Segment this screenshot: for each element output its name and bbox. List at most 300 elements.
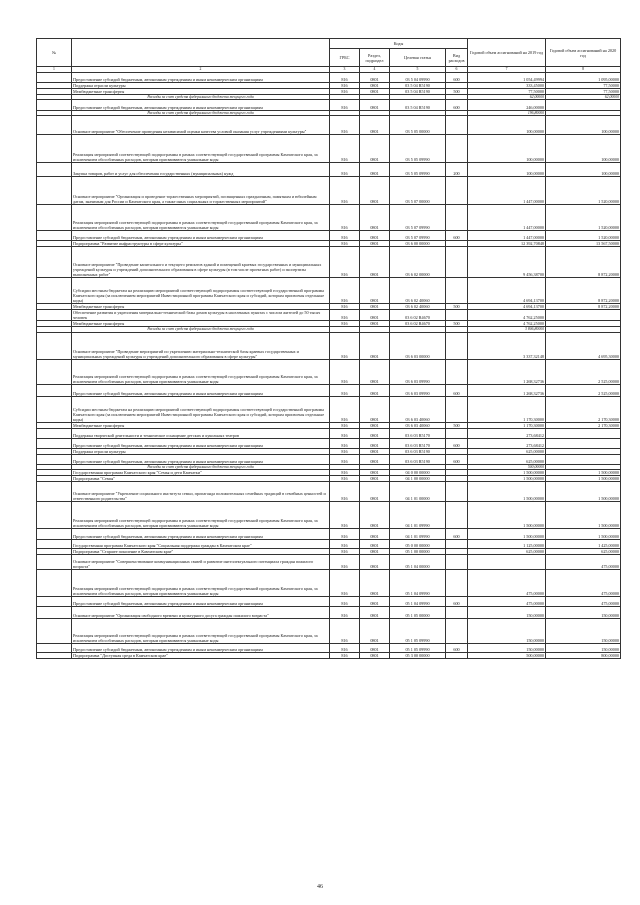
value-2019-cell: 1 500,00000 bbox=[468, 528, 546, 539]
table-row bbox=[37, 247, 621, 278]
grbs-cell: 816 bbox=[330, 83, 360, 89]
table-body bbox=[37, 73, 621, 659]
section-cell: 0801 bbox=[360, 475, 390, 481]
value-2020-cell: 4 695,30000 bbox=[546, 332, 621, 359]
section-cell: 0801 bbox=[360, 332, 390, 359]
table-row bbox=[37, 384, 621, 396]
row-number-cell bbox=[37, 177, 72, 205]
section-cell: 0801 bbox=[360, 438, 390, 448]
row-name-cell: Предоставление субсидий бюджетным, автономным учреждениям и иным некоммерческим организациям bbox=[72, 100, 330, 111]
table-row bbox=[37, 481, 621, 501]
target-article-cell: 05 1 05 09990 bbox=[390, 618, 446, 643]
value-2020-cell bbox=[546, 428, 621, 438]
expense-type-cell bbox=[446, 332, 468, 359]
section-cell: 0801 bbox=[360, 454, 390, 464]
expense-type-cell bbox=[446, 569, 468, 596]
row-name-cell: Основное мероприятие "Укрепление социального института семьи, пропаганда положительных семейных традиций в семейных ценностей и ответственного родительства" bbox=[72, 481, 330, 501]
target-article-cell: 03 6 00 00000 bbox=[390, 241, 446, 247]
section-cell: 0801 bbox=[360, 596, 390, 606]
section-cell: 0801 bbox=[360, 231, 390, 241]
value-2019-cell: 4 762,25000 bbox=[468, 310, 546, 321]
grbs-cell: 816 bbox=[330, 384, 360, 396]
column-number: 3 bbox=[330, 67, 360, 73]
expense-type-cell: 500 bbox=[446, 422, 468, 428]
row-name-cell: Субсидии местным бюджетам на реализацию мероприятий соответствующей подпрограммы соответствующей государственной программы Камчатского края (за исключением мероприятий Инвестиционной программы Камчатского края и субсидий, которым присвоены отдельные коды) bbox=[72, 278, 330, 304]
row-name-cell: Предоставление субсидий бюджетным, автономным учреждениям и иным некоммерческим организациям bbox=[72, 438, 330, 448]
expense-type-cell: 600 bbox=[446, 528, 468, 539]
row-number-cell bbox=[37, 438, 72, 448]
table-row bbox=[37, 554, 621, 569]
expense-type-column-header: Вид расходов bbox=[446, 49, 468, 67]
grbs-cell: 816 bbox=[330, 606, 360, 618]
row-name-cell: Подпрограмма "Семья" bbox=[72, 475, 330, 481]
value-2020-cell: 8 872,20000 bbox=[546, 247, 621, 278]
row-number-cell bbox=[37, 73, 72, 83]
grbs-cell: 816 bbox=[330, 177, 360, 205]
row-name-cell: Поддержка творческой деятельности и техническое оснащение детских и кукольных театров bbox=[72, 428, 330, 438]
row-name-cell: Основное мероприятие "Обеспечение проведения независимой оценки качества условий оказания услуг учреждениями культуры" bbox=[72, 116, 330, 135]
row-name-cell: Межбюджетные трансферты bbox=[72, 304, 330, 310]
section-cell: 0801 bbox=[360, 652, 390, 658]
grbs-cell: 816 bbox=[330, 475, 360, 481]
value-2020-cell: 13 567,50000 bbox=[546, 241, 621, 247]
value-2020-cell bbox=[546, 454, 621, 464]
table-row bbox=[37, 428, 621, 438]
target-article-cell: 03 5 04 09990 bbox=[390, 73, 446, 83]
section-cell: 0801 bbox=[360, 359, 390, 384]
target-article-cell: 05 1 05 00000 bbox=[390, 606, 446, 618]
value-2019-cell: 475,00000 bbox=[468, 596, 546, 606]
expense-type-cell bbox=[446, 278, 468, 304]
grbs-cell: 816 bbox=[330, 652, 360, 658]
section-cell: 0801 bbox=[360, 481, 390, 501]
value-2019-cell: 1 125,00000 bbox=[468, 539, 546, 548]
target-article-cell: 03 6 03 R5170 bbox=[390, 438, 446, 448]
budget-table-sheet bbox=[36, 38, 620, 659]
value-2019-cell: 77,50000 bbox=[468, 89, 546, 95]
value-2019-cell bbox=[468, 554, 546, 569]
row-name-cell: Реализация мероприятий соответствующей подпрограммы в рамках соответствующей государственной программы Камчатского края, за исключением обособленных расходов, которым присваиваются уникальные коды bbox=[72, 359, 330, 384]
grbs-cell: 816 bbox=[330, 422, 360, 428]
expense-type-cell bbox=[446, 618, 468, 643]
expense-type-cell: 500 bbox=[446, 89, 468, 95]
section-cell: 0801 bbox=[360, 247, 390, 278]
table-row bbox=[37, 163, 621, 177]
section-cell: 0801 bbox=[360, 396, 390, 422]
row-name-cell: Предоставление субсидий бюджетным, автономным учреждениям и иным некоммерческим организациям bbox=[72, 454, 330, 464]
section-cell: 0801 bbox=[360, 528, 390, 539]
row-number-cell bbox=[37, 539, 72, 548]
section-cell: 0801 bbox=[360, 569, 390, 596]
table-row bbox=[37, 438, 621, 448]
table-row bbox=[37, 396, 621, 422]
target-article-cell: 03 6 02 40060 bbox=[390, 278, 446, 304]
value-2020-cell: 2 525,00000 bbox=[546, 359, 621, 384]
value-2019-cell: 1 054,49994 bbox=[468, 73, 546, 83]
value-2019-cell: 1 447,00000 bbox=[468, 231, 546, 241]
grbs-cell: 816 bbox=[330, 396, 360, 422]
value-2019-cell: 3 337,32148 bbox=[468, 332, 546, 359]
section-cell: 0801 bbox=[360, 422, 390, 428]
value-2019-cell: 1 447,00000 bbox=[468, 177, 546, 205]
row-name-cell: Расходы за счет средств федерального бюджета текущего года bbox=[72, 327, 330, 332]
value-2019-cell: 1 268,32736 bbox=[468, 359, 546, 384]
column-number: 1 bbox=[37, 67, 72, 73]
row-number-cell bbox=[37, 135, 72, 163]
row-name-cell: Поддержка отрасли культуры bbox=[72, 83, 330, 89]
target-article-column-header: Целевая статья bbox=[390, 49, 446, 67]
value-2020-cell: 150,00000 bbox=[546, 643, 621, 652]
value-2020-cell: 1 425,00000 bbox=[546, 539, 621, 548]
section-cell: 0801 bbox=[360, 135, 390, 163]
section-cell: 0801 bbox=[360, 310, 390, 321]
target-article-cell: 03 6 03 00000 bbox=[390, 332, 446, 359]
row-name-cell: Предоставление субсидий бюджетным, автономным учреждениям и иным некоммерческим организациям bbox=[72, 596, 330, 606]
section-cell: 0801 bbox=[360, 116, 390, 135]
column-number: 2 bbox=[72, 67, 330, 73]
codes-group-header: Коды bbox=[330, 39, 468, 49]
section-cell: 0801 bbox=[360, 73, 390, 83]
value-2019-cell: 500,00000 bbox=[468, 652, 546, 658]
row-name-cell: Предоставление субсидий бюджетным, автономным учреждениям и иным некоммерческим организациям bbox=[72, 231, 330, 241]
grbs-cell: 816 bbox=[330, 73, 360, 83]
value-2020-cell: 100,00000 bbox=[546, 163, 621, 177]
row-number-cell bbox=[37, 606, 72, 618]
row-name-cell: Основное мероприятие "Организация и проведение торжественных мероприятий, посвященных праздничным, памятным и юбилейным датам, значимым для России и Камчатского края, а также иных социальных и торжественных мероприятий" bbox=[72, 177, 330, 205]
grbs-cell: 816 bbox=[330, 241, 360, 247]
row-name-cell: Расходы за счет средств федерального бюджета текущего года bbox=[72, 111, 330, 116]
grbs-cell: 816 bbox=[330, 278, 360, 304]
number-column-header: № bbox=[37, 39, 72, 67]
value-2019-cell: 100,00000 bbox=[468, 116, 546, 135]
expense-type-cell bbox=[446, 481, 468, 501]
expense-type-cell: 500 bbox=[446, 321, 468, 327]
table-row bbox=[37, 177, 621, 205]
value-2020-cell: 1 500,00000 bbox=[546, 475, 621, 481]
row-name-cell: Предоставление субсидий бюджетным, автономным учреждениям и иным некоммерческим организациям bbox=[72, 73, 330, 83]
value-2020-cell: 1 500,00000 bbox=[546, 469, 621, 475]
grbs-cell: 816 bbox=[330, 231, 360, 241]
value-2019-cell: 1 500,00000 bbox=[468, 481, 546, 501]
grbs-cell: 816 bbox=[330, 643, 360, 652]
target-article-cell: 03 6 03 R5190 bbox=[390, 448, 446, 454]
value-2020-cell: 475,00000 bbox=[546, 596, 621, 606]
value-2020-cell: 62,00000 bbox=[546, 95, 621, 100]
row-name-cell: Основное мероприятие "Проведение мероприятий по укреплению материально-технической базы краевых государственных и муниципальных учреждений культуры и учреждений дополнительного образования в сфере культуры" bbox=[72, 332, 330, 359]
value-2019-cell: 9 456,38700 bbox=[468, 247, 546, 278]
grbs-cell: 816 bbox=[330, 618, 360, 643]
target-article-cell: 04 1 01 00000 bbox=[390, 481, 446, 501]
table-row bbox=[37, 652, 621, 658]
grbs-cell: 816 bbox=[330, 539, 360, 548]
section-cell: 0801 bbox=[360, 501, 390, 528]
value-2019-cell: 62,00000 bbox=[468, 95, 546, 100]
row-name-cell: Предоставление субсидий бюджетным, автономным учреждениям и иным некоммерческим организациям bbox=[72, 643, 330, 652]
year-2019-column-header: Годовой объем ассигнований на 2019 год bbox=[468, 39, 546, 67]
grbs-cell: 816 bbox=[330, 428, 360, 438]
expense-type-cell bbox=[446, 501, 468, 528]
value-2020-cell: 8 872,20000 bbox=[546, 304, 621, 310]
table-row bbox=[37, 135, 621, 163]
grbs-cell: 816 bbox=[330, 569, 360, 596]
table-row bbox=[37, 618, 621, 643]
row-name-cell: Основное мероприятие "Совершенствование коммуникационных связей и развитие интеллектуального потенциала граждан пожилого возраста" bbox=[72, 554, 330, 569]
column-number: 8 bbox=[546, 67, 621, 73]
grbs-cell: 816 bbox=[330, 481, 360, 501]
grbs-cell: 816 bbox=[330, 116, 360, 135]
section-cell: 0801 bbox=[360, 177, 390, 205]
section-cell: 0801 bbox=[360, 643, 390, 652]
table-row bbox=[37, 205, 621, 231]
target-article-cell: 05 1 04 09990 bbox=[390, 596, 446, 606]
expense-type-cell bbox=[446, 652, 468, 658]
grbs-cell: 816 bbox=[330, 163, 360, 177]
target-article-cell: 03 5 05 09990 bbox=[390, 163, 446, 177]
value-2020-cell: 2 170,30000 bbox=[546, 422, 621, 428]
grbs-cell: 816 bbox=[330, 135, 360, 163]
value-2019-cell: 1 500,00000 bbox=[468, 501, 546, 528]
grbs-cell: 816 bbox=[330, 554, 360, 569]
row-number-cell bbox=[37, 384, 72, 396]
row-name-cell: Межбюджетные трансферты bbox=[72, 422, 330, 428]
section-cell: 0801 bbox=[360, 618, 390, 643]
table-row bbox=[37, 606, 621, 618]
value-2019-cell: 3 806,80000 bbox=[468, 327, 546, 332]
value-2020-cell: 8 872,20000 bbox=[546, 278, 621, 304]
value-2020-cell: 625,00000 bbox=[546, 548, 621, 554]
row-name-cell: Реализация мероприятий соответствующей подпрограммы в рамках соответствующей государственной программы Камчатского края, за исключением обособленных расходов, которым присваиваются уникальные коды bbox=[72, 135, 330, 163]
row-name-cell: Реализация мероприятий соответствующей подпрограммы в рамках соответствующей государственной программы Камчатского края, за исключением обособленных расходов, которым присваиваются уникальные коды bbox=[72, 501, 330, 528]
row-number-cell bbox=[37, 454, 72, 464]
row-name-cell: Подпрограмма "Старшее поколение в Камчатском крае" bbox=[72, 548, 330, 554]
expense-type-cell bbox=[446, 177, 468, 205]
value-2019-cell: 625,00000 bbox=[468, 454, 546, 464]
table-row bbox=[37, 569, 621, 596]
value-2019-cell: 1 170,30000 bbox=[468, 422, 546, 428]
value-2020-cell: 150,00000 bbox=[546, 618, 621, 643]
section-cell: 0801 bbox=[360, 606, 390, 618]
value-2020-cell bbox=[546, 438, 621, 448]
row-number-cell bbox=[37, 332, 72, 359]
value-2019-cell: 500,00000 bbox=[468, 464, 546, 469]
grbs-cell: 816 bbox=[330, 438, 360, 448]
table-row bbox=[37, 539, 621, 548]
grbs-cell: 816 bbox=[330, 528, 360, 539]
target-article-cell: 03 5 07 00000 bbox=[390, 177, 446, 205]
expense-type-cell bbox=[446, 247, 468, 278]
value-2020-cell: 150,00000 bbox=[546, 606, 621, 618]
value-2019-cell: 4 762,25000 bbox=[468, 321, 546, 327]
row-number-cell bbox=[37, 501, 72, 528]
table-row bbox=[37, 643, 621, 652]
target-article-cell: 03 5 07 09990 bbox=[390, 205, 446, 231]
section-column-header: Раздел, подраздел bbox=[360, 49, 390, 67]
table-row bbox=[37, 73, 621, 83]
section-cell: 0801 bbox=[360, 163, 390, 177]
row-number-cell bbox=[37, 569, 72, 596]
section-cell: 0801 bbox=[360, 321, 390, 327]
row-number-cell bbox=[37, 428, 72, 438]
expense-type-cell bbox=[446, 539, 468, 548]
value-2020-cell: 1 520,00000 bbox=[546, 231, 621, 241]
target-article-cell: 03 5 07 09990 bbox=[390, 231, 446, 241]
section-cell: 0801 bbox=[360, 304, 390, 310]
table-row bbox=[37, 278, 621, 304]
value-2020-cell: 475,00000 bbox=[546, 554, 621, 569]
grbs-cell: 816 bbox=[330, 247, 360, 278]
row-name-cell: Расходы за счет средств федерального бюджета текущего года bbox=[72, 95, 330, 100]
expense-type-cell bbox=[446, 205, 468, 231]
grbs-cell: 816 bbox=[330, 596, 360, 606]
value-2019-cell: 4 694,13700 bbox=[468, 304, 546, 310]
target-article-cell: 03 6 03 40060 bbox=[390, 422, 446, 428]
row-name-cell: Предоставление субсидий бюджетным, автономным учреждениям и иным некоммерческим организациям bbox=[72, 384, 330, 396]
grbs-cell: 816 bbox=[330, 304, 360, 310]
value-2020-cell: 1 500,00000 bbox=[546, 528, 621, 539]
value-2020-cell bbox=[546, 100, 621, 111]
row-name-cell: Основное мероприятие "Организация свободного времени и культурного досуга граждан пожилого возраста" bbox=[72, 606, 330, 618]
page-number: 46 bbox=[317, 884, 323, 890]
grbs-cell: 816 bbox=[330, 501, 360, 528]
row-name-cell: Подпрограмма "Доступная среда в Камчатском крае" bbox=[72, 652, 330, 658]
section-cell: 0801 bbox=[360, 548, 390, 554]
row-name-cell: Государственная программа Камчатского края "Семья и дети Камчатки" bbox=[72, 469, 330, 475]
target-article-cell: 03 6 03 09990 bbox=[390, 384, 446, 396]
year-2020-column-header: Годовой объем ассигнований на 2020 год bbox=[546, 39, 621, 67]
target-article-cell: 03 6 03 40060 bbox=[390, 396, 446, 422]
row-number-cell bbox=[37, 652, 72, 658]
grbs-cell: 816 bbox=[330, 89, 360, 95]
section-cell: 0801 bbox=[360, 448, 390, 454]
grbs-cell: 816 bbox=[330, 469, 360, 475]
row-number-cell bbox=[37, 205, 72, 231]
table-row bbox=[37, 501, 621, 528]
table-row bbox=[37, 454, 621, 464]
expense-type-cell: 600 bbox=[446, 438, 468, 448]
value-2019-cell: 1 447,00000 bbox=[468, 205, 546, 231]
row-name-cell: Основное мероприятие "Проведение капитального и текущего ремонтов зданий и помещений краевых государственных и муниципальных учреждений культуры и учреждений дополнительного образования в сфере культуры (в том числе проектных работ) и экспертизы выполненных работ" bbox=[72, 247, 330, 278]
section-cell: 0801 bbox=[360, 205, 390, 231]
row-number-cell bbox=[37, 310, 72, 321]
target-article-cell: 05 1 00 00000 bbox=[390, 548, 446, 554]
column-number: 6 bbox=[446, 67, 468, 73]
grbs-cell: 816 bbox=[330, 359, 360, 384]
value-2020-cell: 800,00000 bbox=[546, 652, 621, 658]
expense-type-cell: 600 bbox=[446, 454, 468, 464]
target-article-cell: 03 6 02 R4670 bbox=[390, 321, 446, 327]
table-row bbox=[37, 596, 621, 606]
value-2019-cell: 150,00000 bbox=[468, 606, 546, 618]
table-row bbox=[37, 310, 621, 321]
grbs-cell: 816 bbox=[330, 205, 360, 231]
value-2019-cell: 1 500,00000 bbox=[468, 469, 546, 475]
value-2020-cell: 2 170,30000 bbox=[546, 396, 621, 422]
row-name-cell: Подпрограмма "Развитие инфраструктуры в сфере культуры" bbox=[72, 241, 330, 247]
grbs-column-header: ГРБС bbox=[330, 49, 360, 67]
value-2020-cell: 1 520,00000 bbox=[546, 177, 621, 205]
value-2019-cell: 4 694,13700 bbox=[468, 278, 546, 304]
expense-type-cell: 600 bbox=[446, 100, 468, 111]
value-2019-cell: 1 500,00000 bbox=[468, 475, 546, 481]
expense-type-cell: 600 bbox=[446, 73, 468, 83]
value-2019-cell: 333,45000 bbox=[468, 83, 546, 89]
value-2020-cell: 1 500,00000 bbox=[546, 481, 621, 501]
target-article-cell: 03 6 03 R5170 bbox=[390, 428, 446, 438]
section-cell: 0801 bbox=[360, 100, 390, 111]
value-2019-cell: 246,00000 bbox=[468, 100, 546, 111]
table-row bbox=[37, 116, 621, 135]
value-2020-cell: 475,00000 bbox=[546, 569, 621, 596]
expense-type-cell: 600 bbox=[446, 231, 468, 241]
target-article-cell: 03 6 03 09990 bbox=[390, 359, 446, 384]
target-article-cell: 03 6 02 00000 bbox=[390, 247, 446, 278]
grbs-cell: 816 bbox=[330, 332, 360, 359]
target-article-cell: 03 6 02 40060 bbox=[390, 304, 446, 310]
value-2020-cell: 1 500,00000 bbox=[546, 501, 621, 528]
section-cell: 0801 bbox=[360, 83, 390, 89]
section-cell: 0801 bbox=[360, 241, 390, 247]
grbs-cell: 816 bbox=[330, 454, 360, 464]
expense-type-cell: 200 bbox=[446, 163, 468, 177]
row-name-cell: Реализация мероприятий соответствующей подпрограммы в рамках соответствующей государственной программы Камчатского края, за исключением обособленных расходов, которым присваиваются уникальные коды bbox=[72, 618, 330, 643]
value-2019-cell: 625,00000 bbox=[468, 448, 546, 454]
section-cell: 0801 bbox=[360, 428, 390, 438]
row-number-cell bbox=[37, 100, 72, 111]
value-2019-cell: 100,00000 bbox=[468, 135, 546, 163]
expense-type-cell: 600 bbox=[446, 596, 468, 606]
table-row bbox=[37, 231, 621, 241]
value-2019-cell: 625,00000 bbox=[468, 548, 546, 554]
row-name-cell: Поддержка отрасли культуры bbox=[72, 448, 330, 454]
section-cell: 0801 bbox=[360, 539, 390, 548]
expense-type-cell bbox=[446, 310, 468, 321]
target-article-cell: 03 5 04 R5190 bbox=[390, 89, 446, 95]
target-article-cell: 04 0 00 00000 bbox=[390, 469, 446, 475]
value-2019-cell: 273,68412 bbox=[468, 438, 546, 448]
row-number-cell bbox=[37, 618, 72, 643]
section-cell: 0801 bbox=[360, 89, 390, 95]
value-2020-cell bbox=[546, 310, 621, 321]
target-article-cell: 03 5 04 R5190 bbox=[390, 83, 446, 89]
table-row bbox=[37, 359, 621, 384]
row-number-cell bbox=[37, 554, 72, 569]
value-2019-cell: 100,00000 bbox=[468, 163, 546, 177]
row-name-cell: Реализация мероприятий соответствующей подпрограммы в рамках соответствующей государственной программы Камчатского края, за исключением обособленных расходов, которым присваиваются уникальные коды bbox=[72, 205, 330, 231]
value-2020-cell: 1 520,00000 bbox=[546, 205, 621, 231]
row-name-cell: Закупка товаров, работ и услуг для обеспечения государственных (муниципальных) нужд bbox=[72, 163, 330, 177]
row-number-cell bbox=[37, 278, 72, 304]
row-number-cell bbox=[37, 528, 72, 539]
value-2019-cell: 150,00000 bbox=[468, 643, 546, 652]
row-number-cell bbox=[37, 163, 72, 177]
name-column-header bbox=[72, 39, 330, 67]
value-2019-cell: 475,00000 bbox=[468, 569, 546, 596]
row-number-cell bbox=[37, 116, 72, 135]
target-article-cell: 03 5 05 00000 bbox=[390, 116, 446, 135]
row-name-cell: Обеспечение развития и укрепления материально-технической базы домов культуры в населенных пунктах с числом жителей до 50 тысяч человек bbox=[72, 310, 330, 321]
row-number-cell bbox=[37, 359, 72, 384]
target-article-cell: 03 6 03 R5190 bbox=[390, 454, 446, 464]
row-name-cell: Предоставление субсидий бюджетным, автономным учреждениям и иным некоммерческим организациям bbox=[72, 528, 330, 539]
table-row bbox=[37, 100, 621, 111]
target-article-cell: 04 1 01 09990 bbox=[390, 501, 446, 528]
value-2020-cell: 77,50000 bbox=[546, 89, 621, 95]
target-article-cell: 05 3 00 00000 bbox=[390, 652, 446, 658]
value-2020-cell: 100,00000 bbox=[546, 116, 621, 135]
row-number-cell bbox=[37, 247, 72, 278]
row-number-cell bbox=[37, 596, 72, 606]
value-2019-cell: 1 268,32736 bbox=[468, 384, 546, 396]
